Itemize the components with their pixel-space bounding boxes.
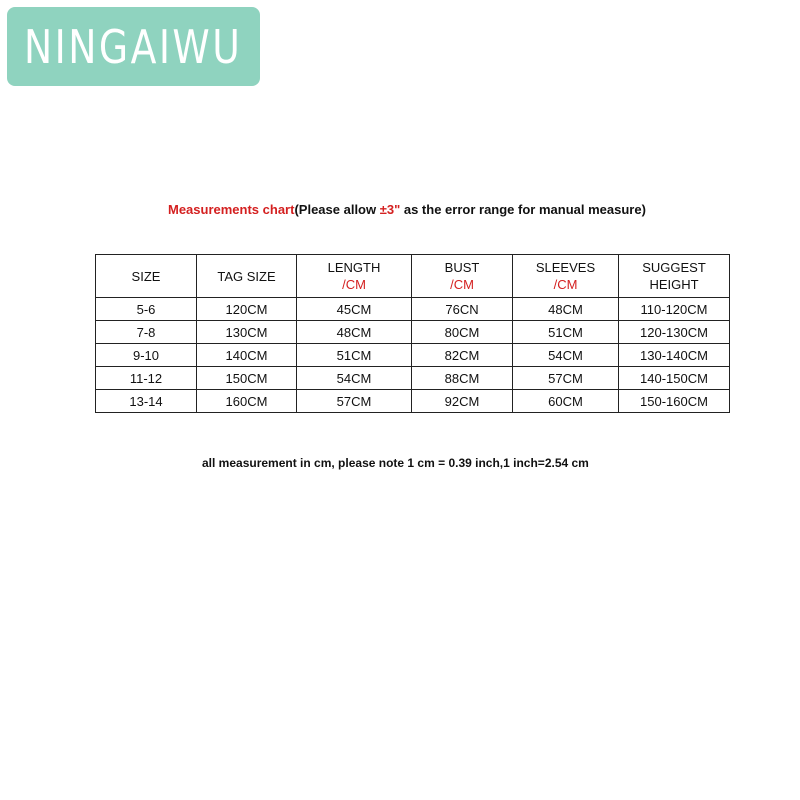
size-table xyxy=(95,254,730,413)
header-size: SIZE xyxy=(96,255,197,298)
cell-sleeves: 51CM xyxy=(513,321,619,344)
chart-heading-tolerance: ±3" xyxy=(379,202,401,217)
cell-suggest-height: 110-120CM xyxy=(619,298,730,321)
brand-logo-text: NINGAIWU xyxy=(24,19,243,74)
cell-sleeves: 54CM xyxy=(513,344,619,367)
cell-tag-size: 130CM xyxy=(197,321,297,344)
chart-heading-highlight: Measurements chart xyxy=(168,202,295,217)
cell-suggest-height: 120-130CM xyxy=(619,321,730,344)
cell-size: 13-14 xyxy=(96,390,197,413)
cell-suggest-height: 150-160CM xyxy=(619,390,730,413)
header-length-unit: /CM xyxy=(342,277,366,292)
cell-size: 11-12 xyxy=(96,367,197,390)
cell-sleeves: 48CM xyxy=(513,298,619,321)
cell-suggest-height: 140-150CM xyxy=(619,367,730,390)
cell-length: 48CM xyxy=(297,321,412,344)
cell-bust: 82CM xyxy=(412,344,513,367)
cell-bust: 88CM xyxy=(412,367,513,390)
header-suggest-height: SUGGEST HEIGHT xyxy=(619,255,730,298)
measurement-note: all measurement in cm, please note 1 cm = 0.39 inch,1 inch=2.54 cm xyxy=(202,456,589,470)
chart-heading-prefix: (Please allow xyxy=(294,202,380,217)
cell-length: 57CM xyxy=(297,390,412,413)
table-row xyxy=(96,298,730,321)
chart-heading-suffix: as the error range for manual measure) xyxy=(400,202,646,217)
cell-length: 54CM xyxy=(297,367,412,390)
cell-size: 9-10 xyxy=(96,344,197,367)
cell-length: 45CM xyxy=(297,298,412,321)
cell-tag-size: 150CM xyxy=(197,367,297,390)
cell-sleeves: 57CM xyxy=(513,367,619,390)
cell-bust: 80CM xyxy=(412,321,513,344)
header-sleeves: SLEEVES /CM xyxy=(513,255,619,298)
header-length: LENGTH /CM xyxy=(297,255,412,298)
table-row xyxy=(96,321,730,344)
table-row xyxy=(96,367,730,390)
cell-tag-size: 120CM xyxy=(197,298,297,321)
table-row xyxy=(96,344,730,367)
table-row xyxy=(96,390,730,413)
cell-size: 7-8 xyxy=(96,321,197,344)
cell-length: 51CM xyxy=(297,344,412,367)
cell-suggest-height: 130-140CM xyxy=(619,344,730,367)
cell-bust: 92CM xyxy=(412,390,513,413)
cell-tag-size: 140CM xyxy=(197,344,297,367)
cell-size: 5-6 xyxy=(96,298,197,321)
cell-sleeves: 60CM xyxy=(513,390,619,413)
chart-heading xyxy=(168,202,646,217)
size-table-header-row xyxy=(96,255,730,298)
header-sleeves-unit: /CM xyxy=(553,277,578,292)
header-bust-unit: /CM xyxy=(450,277,474,292)
header-tag-size: TAG SIZE xyxy=(197,255,297,298)
cell-tag-size: 160CM xyxy=(197,390,297,413)
cell-bust: 76CN xyxy=(412,298,513,321)
brand-logo xyxy=(7,7,260,86)
header-bust: BUST /CM xyxy=(412,255,513,298)
